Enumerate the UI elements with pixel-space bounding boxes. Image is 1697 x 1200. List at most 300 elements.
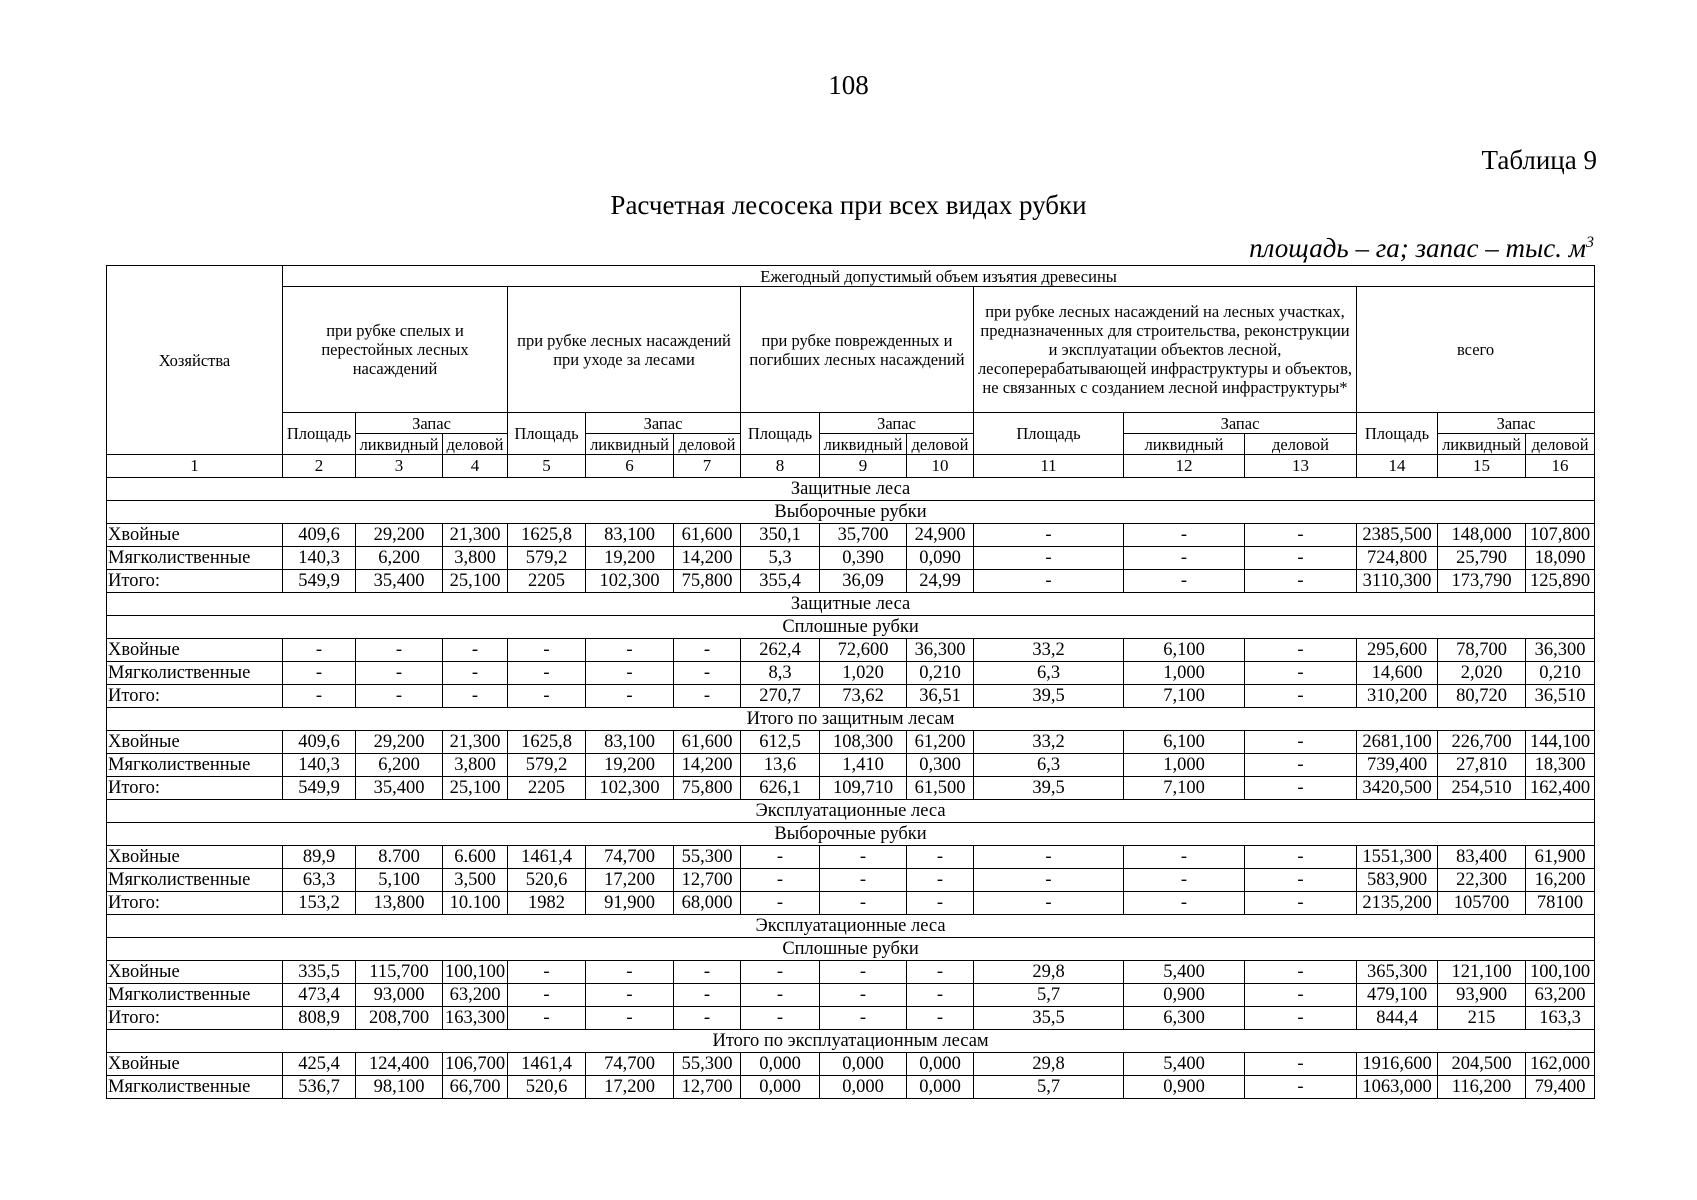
table-cell: 5,400 xyxy=(1124,961,1245,984)
table-cell: 0,390 xyxy=(820,547,907,570)
table-cell: - xyxy=(1245,984,1357,1007)
table-cell: 61,200 xyxy=(907,731,974,754)
table-cell: 0,000 xyxy=(907,1053,974,1076)
table-number: Таблица 9 xyxy=(1481,145,1597,175)
table-title: Расчетная лесосека при всех видах рубки xyxy=(610,190,1087,220)
section-title: Защитные леса xyxy=(107,478,1595,501)
table-cell: 39,5 xyxy=(974,685,1124,708)
table-cell: 83,100 xyxy=(586,731,674,754)
table-cell: - xyxy=(283,662,356,685)
table-cell: - xyxy=(356,662,443,685)
column-number: 6 xyxy=(586,455,674,478)
table-row xyxy=(107,1007,1595,1030)
table-row xyxy=(107,1076,1595,1099)
table-cell: - xyxy=(1245,961,1357,984)
table-cell: 1625,8 xyxy=(508,731,586,754)
column-number: 7 xyxy=(674,455,741,478)
table-cell: 35,400 xyxy=(356,777,443,800)
table-cell: 2135,200 xyxy=(1357,892,1438,915)
header-group-construction: при рубке лесных насаждений на лесных участках, предназначенных для строительства, реконструкции и эксплуатации объектов лесной, лесоперерабатывающей инфраструктуры и объектов, не связанных с созданием лесной инфраструктуры* xyxy=(974,287,1357,413)
table-cell: 78,700 xyxy=(1438,639,1526,662)
table-cell: 0,000 xyxy=(820,1053,907,1076)
table-cell: 162,400 xyxy=(1526,777,1595,800)
table-cell: 61,500 xyxy=(907,777,974,800)
table-cell: 39,5 xyxy=(974,777,1124,800)
table-cell: - xyxy=(820,846,907,869)
table-cell: 102,300 xyxy=(586,570,674,593)
column-number: 3 xyxy=(356,455,443,478)
row-label: Мягколиственные xyxy=(107,754,283,777)
table-cell: 125,890 xyxy=(1526,570,1595,593)
table-cell: - xyxy=(674,685,741,708)
header-commercial: деловой xyxy=(907,434,974,455)
table-cell: 0,000 xyxy=(907,1076,974,1099)
header-liquid: ликвидный xyxy=(586,434,674,455)
table-cell: 73,62 xyxy=(820,685,907,708)
column-number: 12 xyxy=(1124,455,1245,478)
table-cell: 148,000 xyxy=(1438,524,1526,547)
row-label: Итого: xyxy=(107,892,283,915)
table-cell: - xyxy=(356,685,443,708)
table-cell: 208,700 xyxy=(356,1007,443,1030)
table-cell: - xyxy=(674,961,741,984)
table-cell: - xyxy=(820,869,907,892)
header-annual-volume: Ежегодный допустимый объем изъятия древесины xyxy=(283,266,1595,287)
table-cell: 8.700 xyxy=(356,846,443,869)
table-cell: 75,800 xyxy=(674,777,741,800)
table-cell: - xyxy=(820,892,907,915)
row-label: Итого: xyxy=(107,1007,283,1030)
table-cell: 1461,4 xyxy=(508,1053,586,1076)
table-cell: 29,200 xyxy=(356,524,443,547)
table-row xyxy=(107,1053,1595,1076)
table-cell: 106,700 xyxy=(443,1053,508,1076)
table-cell: 520,6 xyxy=(508,869,586,892)
table-cell: 1625,8 xyxy=(508,524,586,547)
table-cell: 0,210 xyxy=(907,662,974,685)
table-cell: - xyxy=(586,961,674,984)
table-cell: 1551,300 xyxy=(1357,846,1438,869)
cutting-table xyxy=(106,265,1595,1099)
table-cell: 163,3 xyxy=(1526,1007,1595,1030)
table-cell: 6,200 xyxy=(356,547,443,570)
row-label: Мягколиственные xyxy=(107,547,283,570)
section-title-row xyxy=(107,823,1595,846)
table-cell: 0,900 xyxy=(1124,984,1245,1007)
table-cell: - xyxy=(820,984,907,1007)
table-row xyxy=(107,547,1595,570)
units-text: площадь – га; запас – тыс. м xyxy=(1249,233,1586,263)
table-cell: 0,000 xyxy=(741,1053,820,1076)
header-commercial: деловой xyxy=(1245,434,1357,455)
table-cell: 121,100 xyxy=(1438,961,1526,984)
table-cell: 91,900 xyxy=(586,892,674,915)
header-liquid: ликвидный xyxy=(1438,434,1526,455)
table-cell: - xyxy=(820,961,907,984)
table-cell: - xyxy=(974,524,1124,547)
table-cell: - xyxy=(586,984,674,1007)
table-cell: 144,100 xyxy=(1526,731,1595,754)
table-cell: 6,3 xyxy=(974,662,1124,685)
row-label: Мягколиственные xyxy=(107,662,283,685)
header-group-total: всего xyxy=(1357,287,1595,413)
table-cell: 36,300 xyxy=(1526,639,1595,662)
table-cell: 80,720 xyxy=(1438,685,1526,708)
table-cell: 66,700 xyxy=(443,1076,508,1099)
table-cell: - xyxy=(586,685,674,708)
table-row xyxy=(107,524,1595,547)
header-group-damaged: при рубке поврежденных и погибших лесных насаждений xyxy=(741,287,974,413)
table-cell: 72,600 xyxy=(820,639,907,662)
table-cell: 173,790 xyxy=(1438,570,1526,593)
header-commercial: деловой xyxy=(674,434,741,455)
table-cell: - xyxy=(907,961,974,984)
table-cell: - xyxy=(1124,524,1245,547)
column-number: 9 xyxy=(820,455,907,478)
table-cell: 2385,500 xyxy=(1357,524,1438,547)
row-label: Хвойные xyxy=(107,731,283,754)
table-cell: 61,900 xyxy=(1526,846,1595,869)
table-cell: 808,9 xyxy=(283,1007,356,1030)
table-cell: 549,9 xyxy=(283,777,356,800)
section-title: Сплошные рубки xyxy=(107,616,1595,639)
header-area: Площадь xyxy=(974,413,1124,455)
section-title: Эксплуатационные леса xyxy=(107,800,1595,823)
table-cell: 3,800 xyxy=(443,754,508,777)
table-cell: - xyxy=(443,639,508,662)
table-cell: 25,790 xyxy=(1438,547,1526,570)
table-cell: 1461,4 xyxy=(508,846,586,869)
table-cell: 29,200 xyxy=(356,731,443,754)
table-cell: 0,090 xyxy=(907,547,974,570)
table-cell: 12,700 xyxy=(674,869,741,892)
table-cell: - xyxy=(1245,524,1357,547)
row-label: Мягколиственные xyxy=(107,1076,283,1099)
table-row xyxy=(107,754,1595,777)
row-label: Итого: xyxy=(107,685,283,708)
table-cell: - xyxy=(741,892,820,915)
table-cell: 3,500 xyxy=(443,869,508,892)
table-cell: 7,100 xyxy=(1124,685,1245,708)
section-title: Итого по защитным лесам xyxy=(107,708,1595,731)
table-cell: 0,000 xyxy=(820,1076,907,1099)
table-row xyxy=(107,892,1595,915)
row-label: Хвойные xyxy=(107,524,283,547)
table-cell: 409,6 xyxy=(283,731,356,754)
table-cell: 1916,600 xyxy=(1357,1053,1438,1076)
table-cell: 13,800 xyxy=(356,892,443,915)
table-cell: 3420,500 xyxy=(1357,777,1438,800)
table-cell: 3,800 xyxy=(443,547,508,570)
section-title: Выборочные рубки xyxy=(107,501,1595,524)
table-cell: - xyxy=(1245,731,1357,754)
table-cell: 579,2 xyxy=(508,754,586,777)
table-cell: - xyxy=(1245,754,1357,777)
table-cell: 5,7 xyxy=(974,984,1124,1007)
header-area: Площадь xyxy=(741,413,820,455)
table-cell: 36,51 xyxy=(907,685,974,708)
table-cell: 5,3 xyxy=(741,547,820,570)
table-row xyxy=(107,662,1595,685)
table-cell: - xyxy=(1245,570,1357,593)
section-title-row xyxy=(107,800,1595,823)
table-cell: 35,5 xyxy=(974,1007,1124,1030)
table-cell: 78100 xyxy=(1526,892,1595,915)
table-row xyxy=(107,570,1595,593)
row-label: Мягколиственные xyxy=(107,869,283,892)
table-cell: 140,3 xyxy=(283,754,356,777)
table-cell: 107,800 xyxy=(1526,524,1595,547)
table-cell: 21,300 xyxy=(443,731,508,754)
table-cell: - xyxy=(1245,662,1357,685)
table-cell: - xyxy=(1245,1076,1357,1099)
table-cell: 63,200 xyxy=(443,984,508,1007)
table-cell: 163,300 xyxy=(443,1007,508,1030)
table-cell: 6,300 xyxy=(1124,1007,1245,1030)
table-cell: - xyxy=(741,961,820,984)
column-numbers-row xyxy=(107,455,1595,478)
table-cell: - xyxy=(741,846,820,869)
table-row xyxy=(107,685,1595,708)
table-cell: - xyxy=(1245,846,1357,869)
table-cell: 25,100 xyxy=(443,570,508,593)
row-label: Хвойные xyxy=(107,961,283,984)
header-group-thinning: при рубке лесных насаждений при уходе за лесами xyxy=(508,287,741,413)
section-title-row xyxy=(107,593,1595,616)
table-cell: 0,300 xyxy=(907,754,974,777)
table-cell: 75,800 xyxy=(674,570,741,593)
table-cell: 36,09 xyxy=(820,570,907,593)
table-cell: 35,700 xyxy=(820,524,907,547)
table-cell: 21,300 xyxy=(443,524,508,547)
table-cell: 6,200 xyxy=(356,754,443,777)
table-row xyxy=(107,961,1595,984)
table-cell: 24,99 xyxy=(907,570,974,593)
section-title: Сплошные рубки xyxy=(107,938,1595,961)
table-cell: 549,9 xyxy=(283,570,356,593)
table-cell: - xyxy=(974,846,1124,869)
header-stock: Запас xyxy=(1438,413,1595,434)
section-title: Эксплуатационные леса xyxy=(107,915,1595,938)
table-cell: 5,7 xyxy=(974,1076,1124,1099)
table-row xyxy=(107,639,1595,662)
table-cell: - xyxy=(1245,892,1357,915)
table-cell: 14,200 xyxy=(674,547,741,570)
section-title: Итого по эксплуатационным лесам xyxy=(107,1030,1595,1053)
table-cell: 13,6 xyxy=(741,754,820,777)
header-stock: Запас xyxy=(1124,413,1357,434)
section-title-row xyxy=(107,501,1595,524)
table-cell: 6,100 xyxy=(1124,639,1245,662)
section-title: Выборочные рубки xyxy=(107,823,1595,846)
table-cell: - xyxy=(443,685,508,708)
table-cell: 536,7 xyxy=(283,1076,356,1099)
table-cell: - xyxy=(283,639,356,662)
table-cell: - xyxy=(283,685,356,708)
table-cell: 33,2 xyxy=(974,639,1124,662)
table-cell: 36,510 xyxy=(1526,685,1595,708)
table-cell: 626,1 xyxy=(741,777,820,800)
table-cell: 350,1 xyxy=(741,524,820,547)
table-cell: 5,400 xyxy=(1124,1053,1245,1076)
header-stock: Запас xyxy=(356,413,508,434)
table-cell: 29,8 xyxy=(974,1053,1124,1076)
column-number: 8 xyxy=(741,455,820,478)
section-title-row xyxy=(107,616,1595,639)
table-cell: 254,510 xyxy=(1438,777,1526,800)
row-label: Хвойные xyxy=(107,639,283,662)
table-cell: 98,100 xyxy=(356,1076,443,1099)
table-cell: 2681,100 xyxy=(1357,731,1438,754)
table-cell: 1,410 xyxy=(820,754,907,777)
table-cell: - xyxy=(741,869,820,892)
units-sup: 3 xyxy=(1586,234,1594,251)
table-cell: 102,300 xyxy=(586,777,674,800)
header-liquid: ликвидный xyxy=(820,434,907,455)
table-cell: 100,100 xyxy=(443,961,508,984)
table-cell: 215 xyxy=(1438,1007,1526,1030)
table-cell: - xyxy=(1245,1053,1357,1076)
table-cell: - xyxy=(674,662,741,685)
header-area: Площадь xyxy=(283,413,356,455)
table-cell: 35,400 xyxy=(356,570,443,593)
table-cell: 473,4 xyxy=(283,984,356,1007)
table-cell: - xyxy=(974,570,1124,593)
table-cell: 7,100 xyxy=(1124,777,1245,800)
table-cell: - xyxy=(1124,570,1245,593)
table-cell: - xyxy=(674,639,741,662)
table-cell: 29,8 xyxy=(974,961,1124,984)
table-cell: 27,810 xyxy=(1438,754,1526,777)
table-cell: 612,5 xyxy=(741,731,820,754)
table-cell: 14,600 xyxy=(1357,662,1438,685)
table-cell: 2205 xyxy=(508,570,586,593)
table-cell: 140,3 xyxy=(283,547,356,570)
table-cell: - xyxy=(1124,547,1245,570)
table-cell: 6.600 xyxy=(443,846,508,869)
table-cell: - xyxy=(907,984,974,1007)
table-cell: - xyxy=(1245,777,1357,800)
table-cell: 520,6 xyxy=(508,1076,586,1099)
table-cell: 83,400 xyxy=(1438,846,1526,869)
table-cell: - xyxy=(508,662,586,685)
table-cell: 6,100 xyxy=(1124,731,1245,754)
table-cell: 93,000 xyxy=(356,984,443,1007)
table-cell: 204,500 xyxy=(1438,1053,1526,1076)
table-cell: 579,2 xyxy=(508,547,586,570)
table-cell: 89,9 xyxy=(283,846,356,869)
table-cell: 583,900 xyxy=(1357,869,1438,892)
row-label: Итого: xyxy=(107,777,283,800)
header-group-mature: при рубке спелых и перестойных лесных насаждений xyxy=(283,287,508,413)
table-cell: 55,300 xyxy=(674,1053,741,1076)
table-cell: - xyxy=(1245,685,1357,708)
table-cell: - xyxy=(741,1007,820,1030)
table-cell: - xyxy=(674,1007,741,1030)
table-cell: 355,4 xyxy=(741,570,820,593)
table-cell: 5,100 xyxy=(356,869,443,892)
table-cell: 739,400 xyxy=(1357,754,1438,777)
table-cell: 1063,000 xyxy=(1357,1076,1438,1099)
table-cell: 36,300 xyxy=(907,639,974,662)
section-title: Защитные леса xyxy=(107,593,1595,616)
table-cell: - xyxy=(586,639,674,662)
header-liquid: ликвидный xyxy=(356,434,443,455)
table-cell: 844,4 xyxy=(1357,1007,1438,1030)
table-cell: - xyxy=(443,662,508,685)
table-cell: - xyxy=(974,869,1124,892)
table-cell: 108,300 xyxy=(820,731,907,754)
table-cell: - xyxy=(974,892,1124,915)
table-cell: - xyxy=(356,639,443,662)
table-cell: 310,200 xyxy=(1357,685,1438,708)
table-cell: - xyxy=(1245,869,1357,892)
table-cell: 409,6 xyxy=(283,524,356,547)
table-cell: 105700 xyxy=(1438,892,1526,915)
table-cell: - xyxy=(1245,1007,1357,1030)
table-cell: 162,000 xyxy=(1526,1053,1595,1076)
table-cell: 1,020 xyxy=(820,662,907,685)
column-number: 10 xyxy=(907,455,974,478)
table-cell: 74,700 xyxy=(586,1053,674,1076)
table-cell: - xyxy=(508,685,586,708)
table-cell: 17,200 xyxy=(586,1076,674,1099)
table-cell: 83,100 xyxy=(586,524,674,547)
table-cell: 16,200 xyxy=(1526,869,1595,892)
table-cell: 365,300 xyxy=(1357,961,1438,984)
table-cell: - xyxy=(741,984,820,1007)
table-cell: 93,900 xyxy=(1438,984,1526,1007)
table-cell: 0,000 xyxy=(741,1076,820,1099)
table-cell: - xyxy=(1124,892,1245,915)
header-area: Площадь xyxy=(1357,413,1438,455)
table-cell: 55,300 xyxy=(674,846,741,869)
table-row xyxy=(107,731,1595,754)
table-cell: - xyxy=(586,1007,674,1030)
table-cell: 14,200 xyxy=(674,754,741,777)
table-cell: - xyxy=(974,547,1124,570)
table-cell: 270,7 xyxy=(741,685,820,708)
page-number: 108 xyxy=(828,70,869,100)
header-farms: Хозяйства xyxy=(107,266,283,455)
header-commercial: деловой xyxy=(1526,434,1595,455)
table-cell: 25,100 xyxy=(443,777,508,800)
table-cell: 22,300 xyxy=(1438,869,1526,892)
section-title-row xyxy=(107,938,1595,961)
table-cell: 33,2 xyxy=(974,731,1124,754)
table-cell: - xyxy=(1124,846,1245,869)
table-cell: - xyxy=(820,1007,907,1030)
table-cell: 153,2 xyxy=(283,892,356,915)
section-title-row xyxy=(107,708,1595,731)
table-cell: 79,400 xyxy=(1526,1076,1595,1099)
row-label: Мягколиственные xyxy=(107,984,283,1007)
table-body xyxy=(107,478,1595,1099)
table-cell: 124,400 xyxy=(356,1053,443,1076)
header-stock: Запас xyxy=(586,413,741,434)
table-cell: 0,210 xyxy=(1526,662,1595,685)
header-liquid: ликвидный xyxy=(1124,434,1245,455)
column-number: 5 xyxy=(508,455,586,478)
table-cell: - xyxy=(907,1007,974,1030)
column-number: 2 xyxy=(283,455,356,478)
table-cell: - xyxy=(586,662,674,685)
column-number: 4 xyxy=(443,455,508,478)
table-row xyxy=(107,869,1595,892)
table-cell: 74,700 xyxy=(586,846,674,869)
table-cell: 724,800 xyxy=(1357,547,1438,570)
table-cell: - xyxy=(508,961,586,984)
